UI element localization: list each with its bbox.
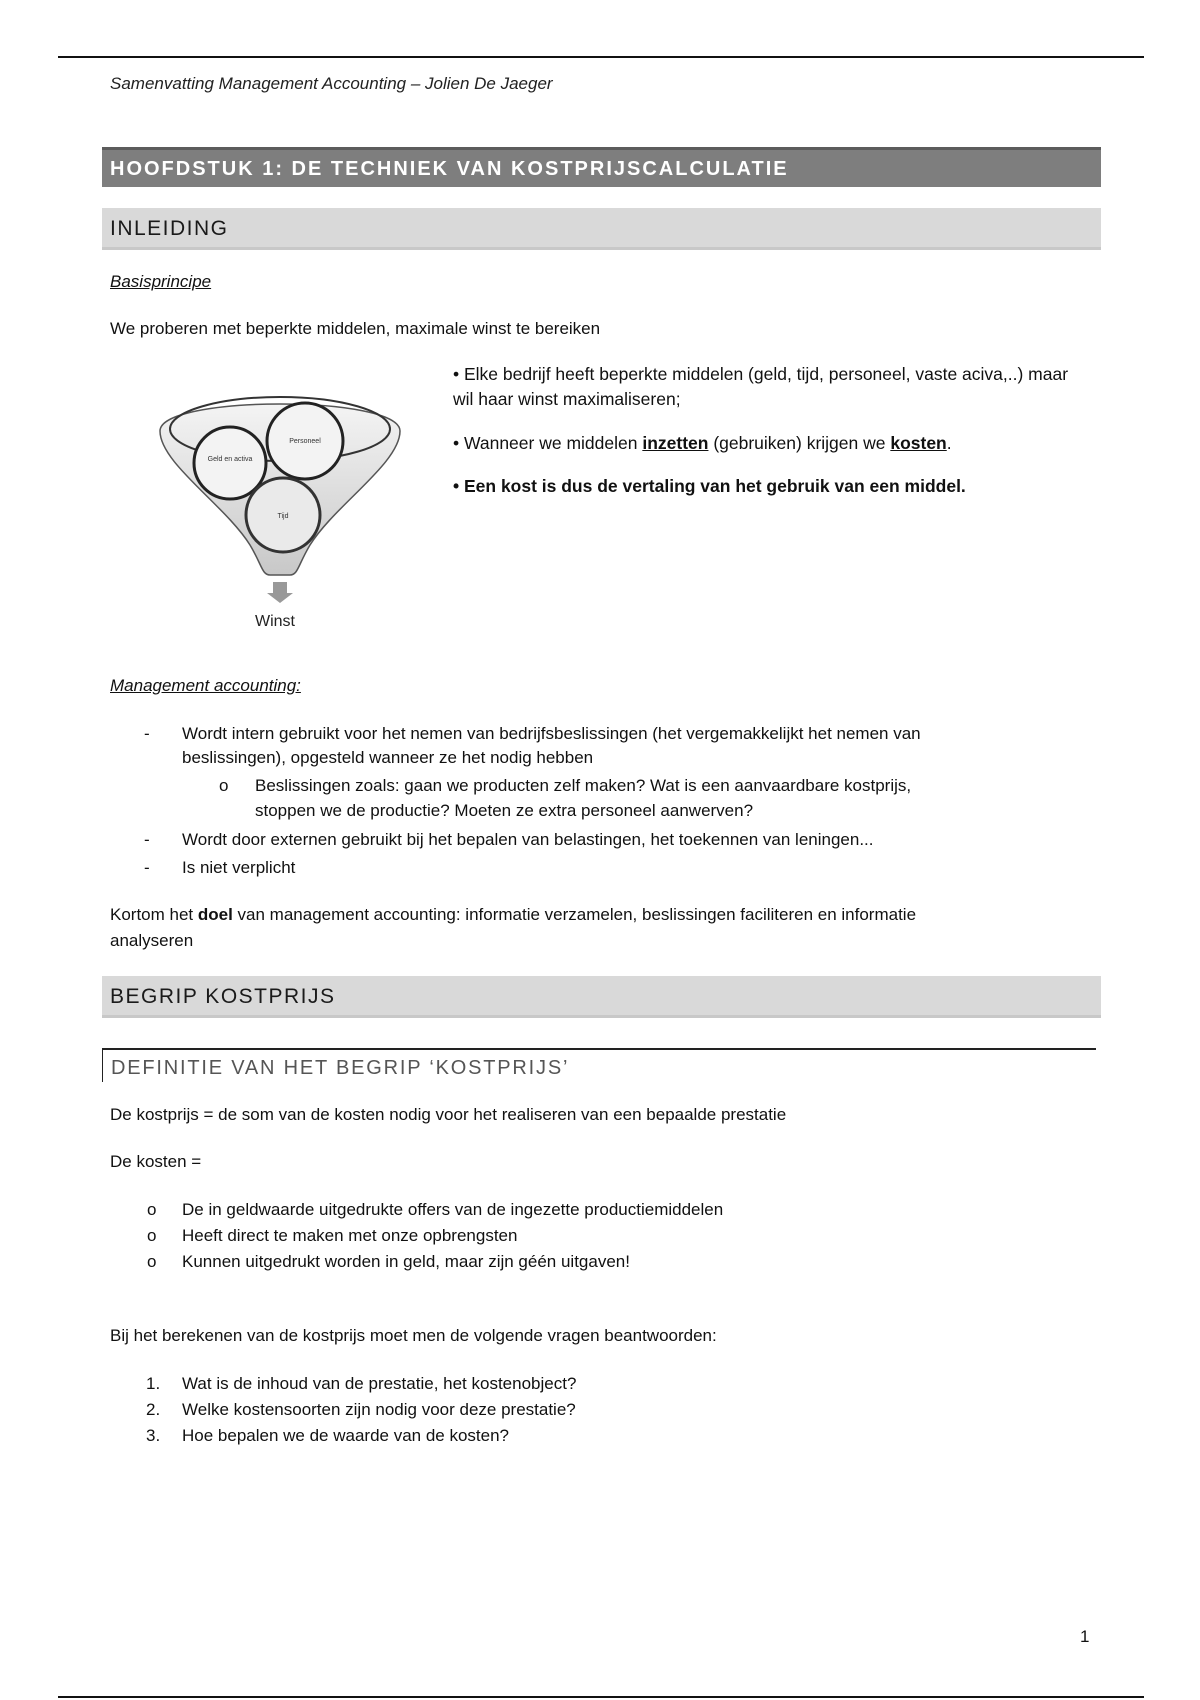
list-circle-marker: o bbox=[219, 776, 229, 795]
question-item: Wat is de inhoud van de prestatie, het kostenobject? bbox=[182, 1374, 577, 1393]
kosten-item: Kunnen uitgedrukt worden in geld, maar zijn géén uitgaven! bbox=[182, 1252, 630, 1271]
bullet-2: • Wanneer we middelen inzetten (gebruiken) krijgen we kosten. bbox=[453, 432, 952, 453]
funnel-diagram bbox=[150, 385, 410, 653]
bullet-1: • Elke bedrijf heeft beperkte middelen (geld, tijd, personeel, vaste aciva,..) maar wil haar winst maximaliseren; bbox=[453, 364, 1069, 410]
term-inzetten: inzetten bbox=[642, 432, 709, 453]
ma-sub-item-line-1: Beslissingen zoals: gaan we producten zelf maken? Wat is een aanvaardbare kostprijs, bbox=[255, 776, 912, 795]
page-header: Samenvatting Management Accounting – Jolien De Jaeger bbox=[110, 74, 553, 93]
circle-money bbox=[194, 427, 266, 499]
question-number: 3. bbox=[146, 1426, 161, 1445]
chapter-heading: HOOFDSTUK 1: DE TECHNIEK VAN KOSTPRIJSCALCULATIE bbox=[102, 147, 1101, 187]
question-item: Welke kostensoorten zijn nodig voor deze prestatie? bbox=[182, 1400, 576, 1419]
section-heading-kostprijs: BEGRIP KOSTPRIJS bbox=[102, 976, 1101, 1018]
ma-item-1-line-2: beslissingen), opgesteld wanneer ze het nodig hebben bbox=[182, 748, 594, 767]
summary-line-1: Kortom het doel van management accounting: informatie verzamelen, beslissingen faciliteren en informatie bbox=[110, 905, 917, 924]
circle-staff-label: Personeel bbox=[289, 438, 321, 445]
definition-heading: DEFINITIE VAN HET BEGRIP ‘KOSTPRIJS’ bbox=[102, 1048, 1096, 1082]
bullet-3: • Een kost is dus de vertaling van het gebruik van een middel. bbox=[453, 476, 966, 497]
page-number: 1 bbox=[1080, 1627, 1090, 1646]
intro-paragraph: We proberen met beperkte middelen, maximale winst te bereiken bbox=[110, 319, 601, 338]
kosten-item: De in geldwaarde uitgedrukte offers van de ingezette productiemiddelen bbox=[182, 1200, 724, 1219]
subheading-basisprincipe: Basisprincipe bbox=[110, 272, 212, 291]
question-number: 1. bbox=[146, 1374, 161, 1393]
top-rule bbox=[58, 56, 1144, 58]
kosten-label: De kosten = bbox=[110, 1152, 202, 1171]
down-arrow-icon bbox=[267, 582, 293, 603]
ma-sub-item-line-2: stoppen we de productie? Moeten ze extra personeel aanwerven? bbox=[255, 801, 754, 820]
question-item: Hoe bepalen we de waarde van de kosten? bbox=[182, 1426, 510, 1445]
subheading-management-accounting: Management accounting: bbox=[110, 676, 301, 695]
ma-item-2: Wordt door externen gebruikt bij het bepalen van belastingen, het toekennen van leningen... bbox=[182, 830, 874, 849]
definition-text: De kostprijs = de som van de kosten nodig voor het realiseren van een bepaalde prestatie bbox=[110, 1105, 787, 1124]
circle-time-label: Tijd bbox=[277, 513, 289, 520]
circle-money-label: Geld en activa bbox=[207, 456, 253, 463]
questions-intro: Bij het berekenen van de kostprijs moet men de volgende vragen beantwoorden: bbox=[110, 1326, 717, 1345]
intro-bullets bbox=[453, 362, 1093, 518]
ma-item-1-line-1: Wordt intern gebruikt voor het nemen van bedrijfsbeslissingen (het vergemakkelijkt het nemen van bbox=[182, 724, 921, 743]
list-dash: - bbox=[144, 858, 150, 877]
list-circle-marker: o bbox=[147, 1200, 157, 1219]
kosten-item: Heeft direct te maken met onze opbrengsten bbox=[182, 1226, 518, 1245]
bottom-rule bbox=[58, 1696, 1144, 1698]
question-number: 2. bbox=[146, 1400, 161, 1419]
section-heading-inleiding: INLEIDING bbox=[102, 208, 1101, 250]
list-circle-marker: o bbox=[147, 1226, 157, 1245]
winst-label: Winst bbox=[255, 613, 295, 630]
list-circle-marker: o bbox=[147, 1252, 157, 1271]
term-kosten: kosten bbox=[890, 432, 947, 453]
ma-item-3: Is niet verplicht bbox=[182, 858, 296, 877]
summary-line-2: analyseren bbox=[110, 931, 194, 950]
list-dash: - bbox=[144, 724, 150, 743]
term-doel: doel bbox=[197, 905, 233, 924]
list-dash: - bbox=[144, 830, 150, 849]
